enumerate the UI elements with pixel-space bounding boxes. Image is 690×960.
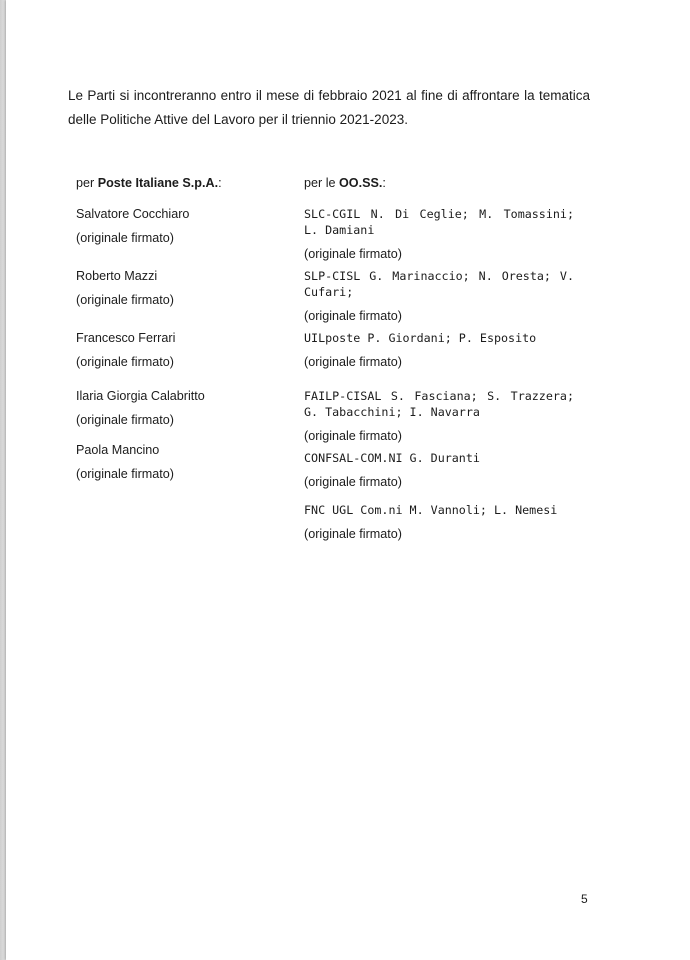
union-signatories: FNC UGL Com.ni M. Vannoli; L. Nemesi — [304, 503, 558, 517]
right-header-prefix: per le — [304, 176, 340, 190]
union-signatories: CONFSAL-COM.NI G. Duranti — [304, 451, 480, 465]
signatory-name: Ilaria Giorgia Calabritto — [76, 389, 205, 403]
union-signatories: SLP-CISL G. Marinaccio; N. Oresta; V. Cufari; — [304, 269, 574, 299]
right-signatory — [304, 268, 574, 324]
signature-status: (originale firmato) — [304, 309, 402, 323]
union-signatories: SLC-CGIL N. Di Ceglie; M. Tomassini; L. Damiani — [304, 207, 574, 237]
right-signatory — [304, 450, 574, 490]
signature-status: (originale firmato) — [304, 355, 402, 369]
page-number: 5 — [581, 892, 588, 906]
signature-status: (originale firmato) — [304, 247, 402, 261]
signature-status: (originale firmato) — [304, 429, 402, 443]
left-signatory — [76, 268, 291, 308]
right-header-party: OO.SS. — [339, 176, 383, 190]
signature-status: (originale firmato) — [76, 231, 174, 245]
signature-status: (originale firmato) — [304, 527, 402, 541]
intro-paragraph: Le Parti si incontreranno entro il mese di febbraio 2021 al fine di affrontare la tematica delle Politiche Attive del Lavoro per il triennio 2021-2023. — [68, 88, 590, 127]
signature-status: (originale firmato) — [304, 475, 402, 489]
signatory-name: Salvatore Cocchiaro — [76, 207, 190, 221]
right-signatory — [304, 206, 574, 262]
left-signatory — [76, 206, 291, 246]
left-column-header — [76, 176, 222, 190]
left-header-prefix: per — [76, 176, 98, 190]
union-signatories: FAILP-CISAL S. Fasciana; S. Trazzera; G. Tabacchini; I. Navarra — [304, 389, 574, 419]
left-signatory — [76, 330, 291, 370]
left-signatory — [76, 442, 291, 482]
signature-status: (originale firmato) — [76, 467, 174, 481]
left-header-suffix: : — [218, 176, 222, 190]
document-page — [6, 0, 690, 960]
right-header-suffix: : — [382, 176, 386, 190]
signature-status: (originale firmato) — [76, 355, 174, 369]
signature-status: (originale firmato) — [76, 293, 174, 307]
signature-status: (originale firmato) — [76, 413, 174, 427]
right-signatory — [304, 502, 574, 542]
right-signatory — [304, 388, 574, 444]
signatory-name: Francesco Ferrari — [76, 331, 176, 345]
right-column-header — [304, 176, 386, 190]
right-signatory — [304, 330, 574, 370]
left-signatory — [76, 388, 291, 428]
signatory-name: Paola Mancino — [76, 443, 160, 457]
signatory-name: Roberto Mazzi — [76, 269, 158, 283]
union-signatories: UILposte P. Giordani; P. Esposito — [304, 331, 537, 345]
left-header-party: Poste Italiane S.p.A. — [97, 176, 219, 190]
